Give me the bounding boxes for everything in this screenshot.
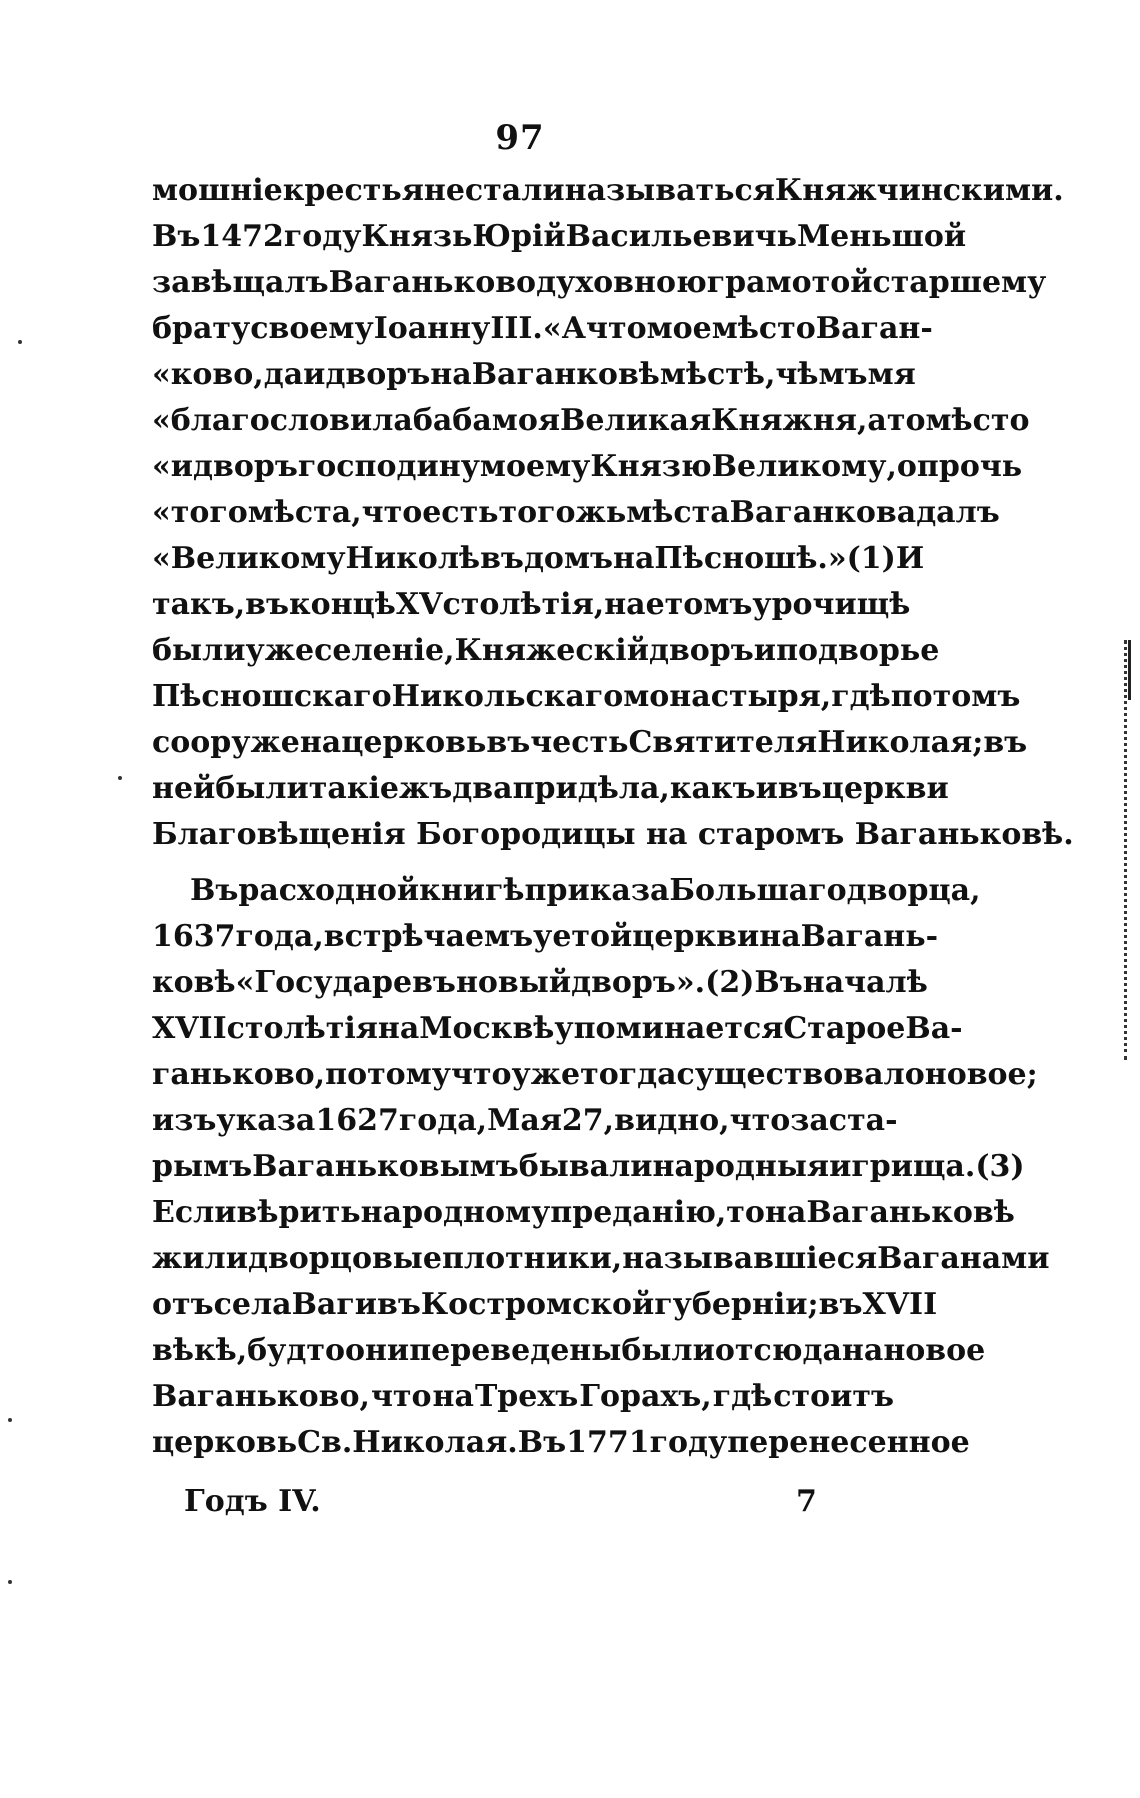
paragraph xyxy=(152,168,1074,858)
text-line: «ково, да и дворъ на Ваганковѣ мѣстѣ, чѣмъ мя xyxy=(152,357,916,392)
text-line: такъ, въ концѣ XV столѣтія, на етомъ урочищѣ xyxy=(152,587,911,622)
text-line: Въ расходной книгѣ приказа Большаго дворца, xyxy=(190,873,981,908)
text-line: «и дворъ господину моему Князю Великому, опрочь xyxy=(152,449,1023,484)
text-line: ней были такіежъ два придѣла, какъ и въ церкви xyxy=(152,771,949,806)
footer-signature-mark: 7 xyxy=(796,1484,817,1519)
text-line: мошніе крестьяне стали называться Княжчинскими. xyxy=(152,173,1064,208)
scan-speck xyxy=(8,1580,12,1584)
text-line: «того мѣста, что есть тогожь мѣста Ваганкова далъ xyxy=(152,495,1000,530)
text-line: рымъ Ваганьковымъ бывали народныя игрища. (3) xyxy=(152,1149,1025,1184)
margin-annotation-rule xyxy=(1128,640,1131,700)
text-line: сооружена церковь въ честь Святителя Николая; въ xyxy=(152,725,1028,760)
text-line: Въ 1472 году Князь Юрій Васильевичь Меньшой xyxy=(152,219,967,254)
page-footer xyxy=(184,1484,824,1519)
scan-speck xyxy=(8,1418,12,1422)
margin-annotation-marks xyxy=(1124,640,1133,1060)
scan-speck xyxy=(18,340,22,344)
text-line: ганьково, потому что уже тогда существовало новое; xyxy=(152,1057,1038,1092)
text-line: ковѣ «Государевъ новый дворъ». (2) Въ началѣ xyxy=(152,965,928,1000)
text-line: отъ села Ваги въ Костромской губерніи; въ XVII xyxy=(152,1287,938,1322)
text-line: вѣкѣ, будто они переведены были отсюда на новое xyxy=(152,1333,986,1368)
text-line: завѣщалъ Ваганьково духовною грамотой старшему xyxy=(152,265,1047,300)
text-line: Если вѣрить народному преданію, то на Ваганьковѣ xyxy=(152,1195,1015,1230)
text-line: изъ указа 1627 года, Мая 27, видно, что за ста- xyxy=(152,1103,898,1138)
text-line: Благовѣщенія Богородицы на старомъ Ваганьковѣ. xyxy=(152,817,1074,852)
text-line: XVII столѣтія на Москвѣ упоминается Старое Ва- xyxy=(152,1011,963,1046)
paragraph-gap xyxy=(152,858,894,868)
text-line: жили дворцовые плотники, называвшіеся Ваганами xyxy=(152,1241,1050,1276)
text-line: Ваганьково, что на Трехъ Горахъ, гдѣ стоитъ xyxy=(152,1379,894,1414)
page-number: 97 xyxy=(495,118,545,158)
text-line: были уже селеніе, Княжескій дворъ и подворье xyxy=(152,633,940,668)
text-line: церковь Св. Николая. Въ 1771 году перенесенное xyxy=(152,1425,970,1460)
text-line: 1637 года, встрѣчаемъ у етой церкви на Вагань- xyxy=(152,919,939,954)
body-text xyxy=(152,168,1074,1466)
text-line: «Великому Николѣ въ домъ на Пѣсношѣ.» (1) И xyxy=(152,541,925,576)
scan-speck xyxy=(118,776,122,780)
paragraph xyxy=(152,868,1050,1466)
text-line: Пѣсношскаго Никольскаго монастыря, гдѣ потомъ xyxy=(152,679,1021,714)
text-line: брату своему Іоанну III. «А что мое мѣсто Ваган- xyxy=(152,311,933,346)
text-line: «благословила баба моя Великая Княжня, а то мѣсто xyxy=(152,403,1030,438)
footer-volume-label: Годъ IV. xyxy=(184,1484,321,1519)
paragraphs xyxy=(152,168,1074,1466)
